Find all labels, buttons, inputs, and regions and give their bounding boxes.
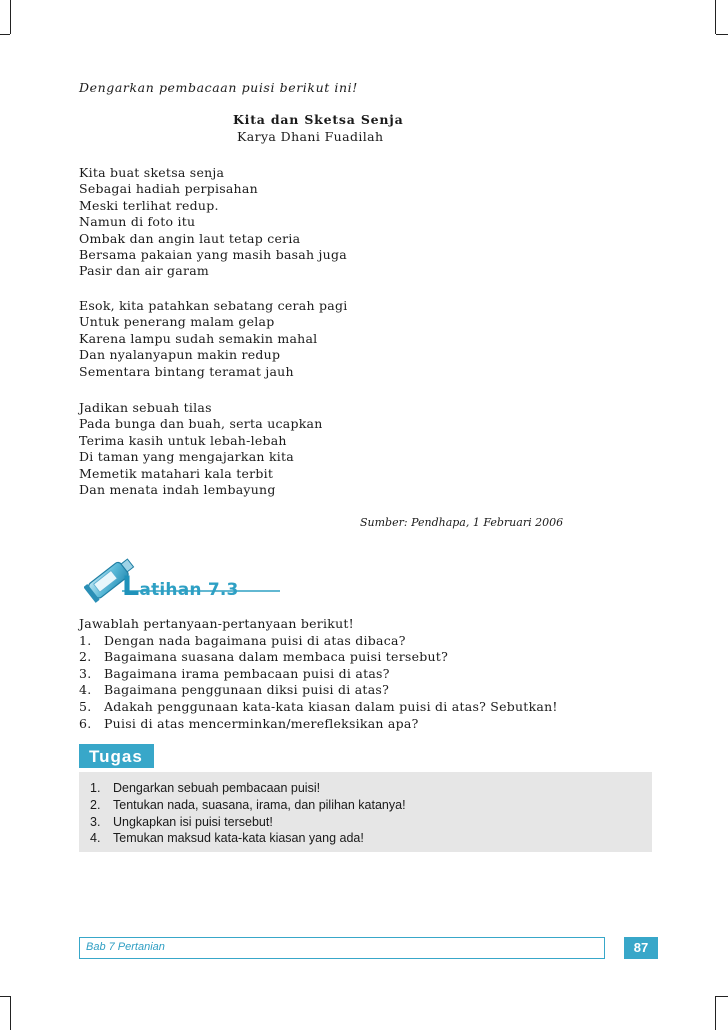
exercise-title [122, 571, 239, 602]
poem-line: Di taman yang mengajarkan kita [79, 449, 294, 465]
poem-line: Dan menata indah lembayung [79, 482, 276, 498]
poem-author: Karya Dhani Fuadilah [237, 129, 384, 144]
question-intro: Jawablah pertanyaan-pertanyaan berikut! [79, 616, 354, 631]
list-item: 2. Tentukan nada, suasana, irama, dan pilihan katanya! [90, 797, 406, 812]
task-list [90, 780, 406, 847]
poem-line: Sementara bintang teramat jauh [79, 363, 294, 379]
poem-stanza-1 [79, 165, 347, 280]
task-label: Tugas [79, 744, 154, 768]
question-list [79, 616, 558, 732]
poem-line: Pada bunga dan buah, serta ucapkan [79, 416, 323, 432]
list-item: 3. Bagaimana irama pembacaan puisi di atas? [79, 665, 390, 681]
poem-stanza-3 [79, 400, 323, 498]
poem-line: Jadikan sebuah tilas [79, 400, 212, 415]
crop-mark [716, 34, 728, 35]
poem-line: Pasir dan air garam [79, 263, 210, 279]
exercise-title-initial: L [122, 571, 140, 602]
poem-line: Untuk penerang malam gelap [79, 314, 275, 330]
crop-mark [0, 34, 10, 35]
page-number: 87 [624, 937, 658, 959]
list-item: 3. Ungkapkan isi puisi tersebut! [90, 814, 273, 829]
poem-line: Bersama pakaian yang masih basah juga [79, 247, 347, 263]
crop-mark [715, 996, 716, 1030]
instruction-text: Dengarkan pembacaan puisi berikut ini! [79, 80, 358, 95]
poem-line: Memetik matahari kala terbit [79, 465, 274, 481]
chapter-label: Bab 7 Pertanian [86, 941, 165, 953]
list-item: 5. Adakah penggunaan kata-kata kiasan dalam puisi di atas? Sebutkan! [79, 698, 558, 714]
poem-line: Esok, kita patahkan sebatang cerah pagi [79, 298, 348, 313]
poem-line: Sebagai hadiah perpisahan [79, 181, 258, 197]
list-item: 6. Puisi di atas mencerminkan/merefleksikan apa? [79, 715, 419, 731]
list-item: 1. Dengarkan sebuah pembacaan puisi! [90, 781, 321, 795]
poem-line: Meski terlihat redup. [79, 197, 219, 213]
list-item: 2. Bagaimana suasana dalam membaca puisi tersebut? [79, 649, 449, 665]
poem-title: Kita dan Sketsa Senja [233, 112, 404, 127]
crop-mark [10, 0, 11, 34]
poem-line: Karena lampu sudah semakin mahal [79, 330, 318, 346]
crop-mark [10, 996, 11, 1030]
poem-line: Dan nyalanyapun makin redup [79, 347, 281, 363]
poem-line: Namun di foto itu [79, 214, 196, 230]
poem-source: Sumber: Pendhapa, 1 Februari 2006 [360, 516, 564, 529]
poem-stanza-2 [79, 298, 347, 380]
list-item: 4. Temukan maksud kata-kata kiasan yang ada! [90, 831, 364, 846]
exercise-title-rest: atihan 7.3 [139, 580, 239, 600]
list-item: 1. Dengan nada bagaimana puisi di atas dibaca? [79, 632, 406, 648]
list-item: 4. Bagaimana penggunaan diksi puisi di atas? [79, 682, 390, 698]
crop-mark [715, 0, 716, 34]
poem-line: Kita buat sketsa senja [79, 165, 225, 180]
crop-mark [0, 996, 10, 997]
poem-line: Terima kasih untuk lebah-lebah [79, 432, 287, 448]
poem-line: Ombak dan angin laut tetap ceria [79, 230, 301, 246]
crop-mark [716, 996, 728, 997]
